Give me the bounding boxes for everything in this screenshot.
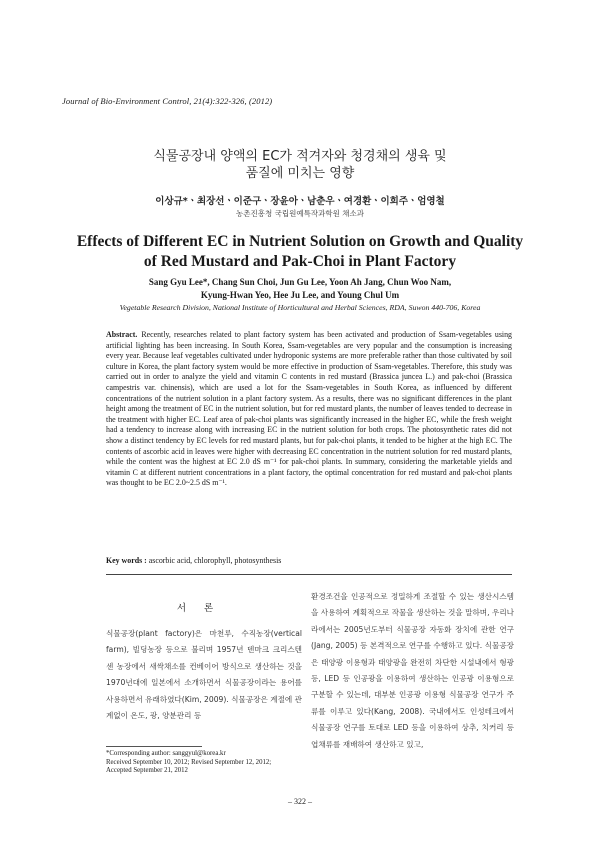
keywords-label: Key words : [106, 556, 147, 565]
abstract-text: Recently, researches related to plant factory system has been activated and production of Ssam-vegetables using artificial lighting has been increasing. In South Korea, Ssam-vegetables are very popular and the consumption is increasing every year. Because leaf vegetables cultivated under hydroponic systems are more preferable rather than those cultivated by soil culture in Korea, the plant factory system would be more effective in production of Ssam-vegetables. Therefore, this study was carried out in order to analyze the yield and vitamin C contents in red mustard (Brassica juncea L.) and pak-choi (Brassica campestris var. chinensis), which are used a lot for the Ssam-vegetables in South Korea, as influenced by different concentrations of the nutrient solution in a plant factory system. As a results, there was no significant differences in the plant height among the treatment of EC in the nutrient solution, but for red mustard plants, the number of leaves tended to decrease in the treatment with higher EC. Leaf area of pak-choi plants was significantly increased in the higher EC, while the fresh weight had a tendency to increase along with increasing EC in the nutrient solution for both crops. The photosynthetic rates did not show a distinct tendency by EC levels for red mustard plants, but for pak-choi plants, it tended to be higher at the high EC. The contents of ascorbic acid in leaves were higher with decreasing EC concentration in the nutrient solution for red mustard plants, while the content was the highest at EC 2.0 dS m⁻¹ for pak-choi plants. In summary, considering the marketable yields and vitamin C at different nutrient concentrations in a plant factory, the optimal concentration for red mustard and pak-choi plants was thought to be EC 2.0~2.5 dS m⁻¹. [106, 330, 512, 488]
abstract-label: Abstract. [106, 330, 138, 339]
section-title: 서론 [176, 603, 232, 614]
footnote-divider [106, 746, 202, 747]
korean-authors: 이상규*ㆍ최장선ㆍ이준구ㆍ장윤아ㆍ남춘우ㆍ여경환ㆍ이희주ㆍ엄영철 [155, 196, 445, 207]
body-right-column: 환경조건을 인공적으로 정밀하게 조절할 수 있는 생산시스템을 사용하여 계획적으로 작물을 생산하는 것을 말하며, 우리나라에서는 2005년도부터 식물공장 자동화 장치에 관한 연구(Jang, 2005) 등 본격적으로 연구를 수행하고 있다. 식물공장은 태양광 이용형과 태양광을 완전히 차단한 시설내에서 형광등, LED 등 인공광을 이용하여 생산하는 인공광 이용형으로 구분할 수 있는데, 대부분 인공광 이용형 식물공장 연구가 주류를 이루고 있다(Kang, 2008). 국내에서도 인성테크에서 식물공장 연구를 토대로 LED 등을 이용하여 상추, 치커리 등 엽채류를 재배하여 생산하고 있고, [311, 592, 514, 749]
english-authors-line: Kyung-Hwan Yeo, Hee Ju Lee, and Young Chul Um [200, 290, 400, 300]
journal-citation: Journal of Bio-Environment Control, 21(4):322-326, (2012) [62, 96, 273, 106]
english-affiliation: Vegetable Research Division, National Institute of Horticultural and Herbal Sciences, RDA, Suwon 440-706, Korea [119, 303, 481, 312]
footnote-line: Accepted September 21, 2012 [106, 767, 188, 775]
footnote-line: Received September 10, 2012; Revised September 12, 2012; [106, 758, 272, 766]
body-left-column: 식물공장(plant factory)은 마천루, 수직농장(vertical farm), 빌딩농장 등으로 불리며 1957년 덴마크 크리스텐센 농장에서 새싹채소를 컨베이어 방식으로 생산하는 것을 1970년대에 일본에서 소개하면서 식물공장이라는 용어를 사용하면서 유래하였다(Kim, 2009). 식물공장은 계절에 관계없이 온도, 광, 양분관리 등 [106, 629, 303, 721]
korean-title-line: 품질에 미치는 영향 [245, 166, 355, 181]
korean-title [60, 148, 540, 182]
page-number: – 322 – [288, 797, 312, 806]
footnote-line: *Corresponding author: sanggyul@korea.kr [106, 750, 226, 757]
keywords [106, 556, 512, 565]
english-title-line: Effects of Different EC in Nutrient Solution on Growth and Quality [76, 233, 524, 250]
english-title [50, 232, 550, 272]
korean-title-line: 식물공장내 양액의 EC가 적겨자와 청경채의 생육 및 [153, 149, 447, 164]
divider [106, 574, 512, 575]
korean-affiliation: 농촌진흥청 국립원예특작과학원 채소과 [236, 209, 364, 218]
english-authors-line: Sang Gyu Lee*, Chang Sun Choi, Jun Gu Lee, Yoon Ah Jang, Chun Woo Nam, [148, 277, 452, 287]
abstract [106, 330, 512, 489]
footnote [106, 750, 306, 776]
english-authors [50, 276, 550, 302]
keywords-text: ascorbic acid, chlorophyll, photosynthesis [148, 556, 282, 565]
english-title-line: of Red Mustard and Pak-Choi in Plant Factory [143, 253, 457, 270]
